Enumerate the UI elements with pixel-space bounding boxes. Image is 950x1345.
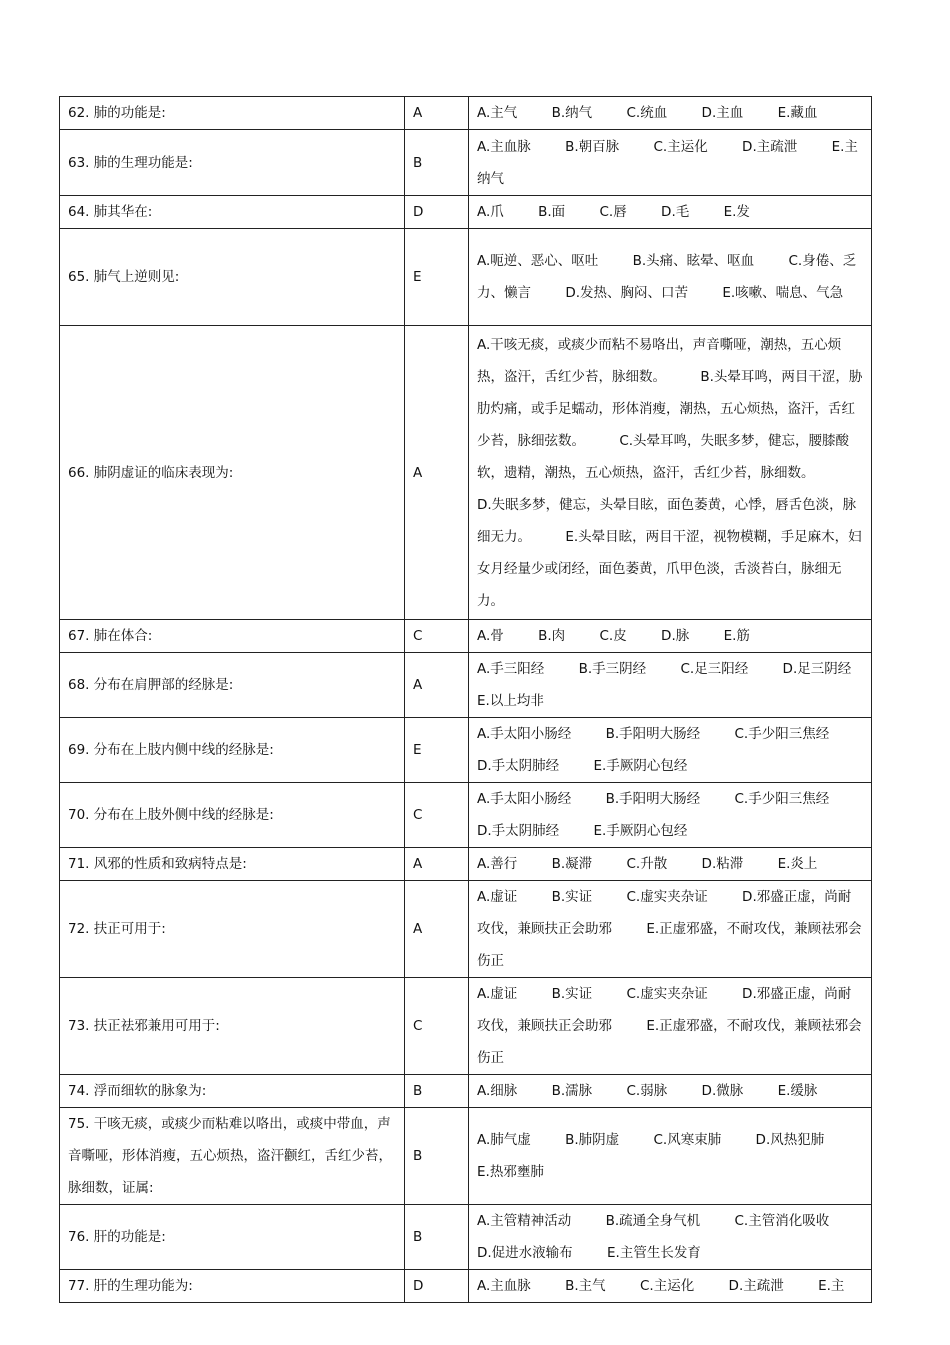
question-cell: 63. 肺的生理功能是:: [60, 130, 405, 196]
table-row: [60, 620, 872, 653]
table-row: [60, 1270, 872, 1303]
options-cell: A.手太阳小肠经 B.手阳明大肠经 C.手少阳三焦经 D.手太阴肺经 E.手厥阴心包经: [469, 783, 872, 848]
options-cell: A.虚证 B.实证 C.虚实夹杂证 D.邪盛正虚，尚耐攻伐，兼顾扶正会助邪 E.正虚邪盛，不耐攻伐，兼顾祛邪会伤正: [469, 881, 872, 978]
answer-cell: E: [405, 229, 469, 326]
options-cell: A.主血脉 B.朝百脉 C.主运化 D.主疏泄 E.主纳气: [469, 130, 872, 196]
table-row: [60, 1075, 872, 1108]
question-table: [59, 96, 886, 1303]
options-cell: A.爪 B.面 C.唇 D.毛 E.发: [469, 196, 872, 229]
options-cell: A.主气 B.纳气 C.统血 D.主血 E.藏血: [469, 97, 872, 130]
answer-cell: C: [405, 620, 469, 653]
question-cell: 62. 肺的功能是:: [60, 97, 405, 130]
answer-cell: D: [405, 196, 469, 229]
question-cell: 76. 肝的功能是:: [60, 1205, 405, 1270]
table-row: [60, 783, 872, 848]
question-cell: 68. 分布在肩胛部的经脉是:: [60, 653, 405, 718]
question-cell: 65. 肺气上逆则见:: [60, 229, 405, 326]
answer-cell: A: [405, 326, 469, 620]
question-cell: 69. 分布在上肢内侧中线的经脉是:: [60, 718, 405, 783]
question-cell: 70. 分布在上肢外侧中线的经脉是:: [60, 783, 405, 848]
options-cell: A.干咳无痰，或痰少而粘不易咯出，声音嘶哑，潮热，五心烦热，盗汗，舌红少苔，脉细数。 B.头晕耳鸣，两目干涩，胁肋灼痛，或手足蠕动，形体消瘦，潮热，五心烦热，盗汗，舌红少苔，脉细弦数。 C.头晕耳鸣，失眠多梦，健忘，腰膝酸软，遗精，潮热，五心烦热，盗汗，舌红少苔，脉细数。 D.失眠多梦，健忘，头晕目眩，面色萎黄，心悸，唇舌色淡，脉细无力。 E.头晕目眩，两目干涩，视物模糊，手足麻木，妇女月经量少或闭经，面色萎黄，爪甲色淡，舌淡苔白，脉细无力。: [469, 326, 872, 620]
answer-cell: E: [405, 718, 469, 783]
answer-cell: B: [405, 1205, 469, 1270]
question-cell: 74. 浮而细软的脉象为:: [60, 1075, 405, 1108]
answer-cell: B: [405, 1108, 469, 1205]
table-row: [60, 196, 872, 229]
table-row: [60, 1205, 872, 1270]
question-cell: 66. 肺阴虚证的临床表现为:: [60, 326, 405, 620]
table-row: [60, 1108, 872, 1205]
options-cell: A.肺气虚 B.肺阴虚 C.风寒束肺 D.风热犯肺 E.热邪壅肺: [469, 1108, 872, 1205]
options-cell: A.主血脉 B.主气 C.主运化 D.主疏泄 E.主: [469, 1270, 872, 1303]
table-row: [60, 718, 872, 783]
question-table-sheet: [59, 96, 886, 1303]
table-row: [60, 881, 872, 978]
table-row: [60, 848, 872, 881]
answer-cell: A: [405, 97, 469, 130]
answer-cell: D: [405, 1270, 469, 1303]
answer-cell: B: [405, 130, 469, 196]
table-row: [60, 978, 872, 1075]
options-cell: A.虚证 B.实证 C.虚实夹杂证 D.邪盛正虚，尚耐攻伐，兼顾扶正会助邪 E.正虚邪盛，不耐攻伐，兼顾祛邪会伤正: [469, 978, 872, 1075]
table-row: [60, 130, 872, 196]
question-table-body: [60, 97, 886, 1303]
answer-cell: B: [405, 1075, 469, 1108]
question-cell: 77. 肝的生理功能为:: [60, 1270, 405, 1303]
question-cell: 67. 肺在体合:: [60, 620, 405, 653]
question-cell: 75. 干咳无痰，或痰少而粘难以咯出，或痰中带血，声音嘶哑，形体消瘦，五心烦热，盗汗颧红，舌红少苔，脉细数，证属:: [60, 1108, 405, 1205]
answer-cell: A: [405, 653, 469, 718]
answer-cell: C: [405, 783, 469, 848]
options-cell: A.细脉 B.濡脉 C.弱脉 D.微脉 E.缓脉: [469, 1075, 872, 1108]
table-row: [60, 97, 872, 130]
question-cell: 73. 扶正祛邪兼用可用于:: [60, 978, 405, 1075]
question-cell: 64. 肺其华在:: [60, 196, 405, 229]
answer-cell: A: [405, 881, 469, 978]
options-cell: A.骨 B.肉 C.皮 D.脉 E.筋: [469, 620, 872, 653]
answer-cell: C: [405, 978, 469, 1075]
table-row: [60, 653, 872, 718]
options-cell: A.呃逆、恶心、呕吐 B.头痛、眩晕、呕血 C.身倦、乏力、懒言 D.发热、胸闷、口苦 E.咳嗽、喘息、气急: [469, 229, 872, 326]
table-row: [60, 229, 872, 326]
options-cell: A.善行 B.凝滞 C.升散 D.粘滞 E.炎上: [469, 848, 872, 881]
options-cell: A.手三阳经 B.手三阴经 C.足三阳经 D.足三阴经 E.以上均非: [469, 653, 872, 718]
options-cell: A.主管精神活动 B.疏通全身气机 C.主管消化吸收 D.促进水液输布 E.主管生长发育: [469, 1205, 872, 1270]
answer-cell: A: [405, 848, 469, 881]
question-cell: 71. 风邪的性质和致病特点是:: [60, 848, 405, 881]
options-cell: A.手太阳小肠经 B.手阳明大肠经 C.手少阳三焦经 D.手太阴肺经 E.手厥阴心包经: [469, 718, 872, 783]
question-cell: 72. 扶正可用于:: [60, 881, 405, 978]
table-row: [60, 326, 872, 620]
